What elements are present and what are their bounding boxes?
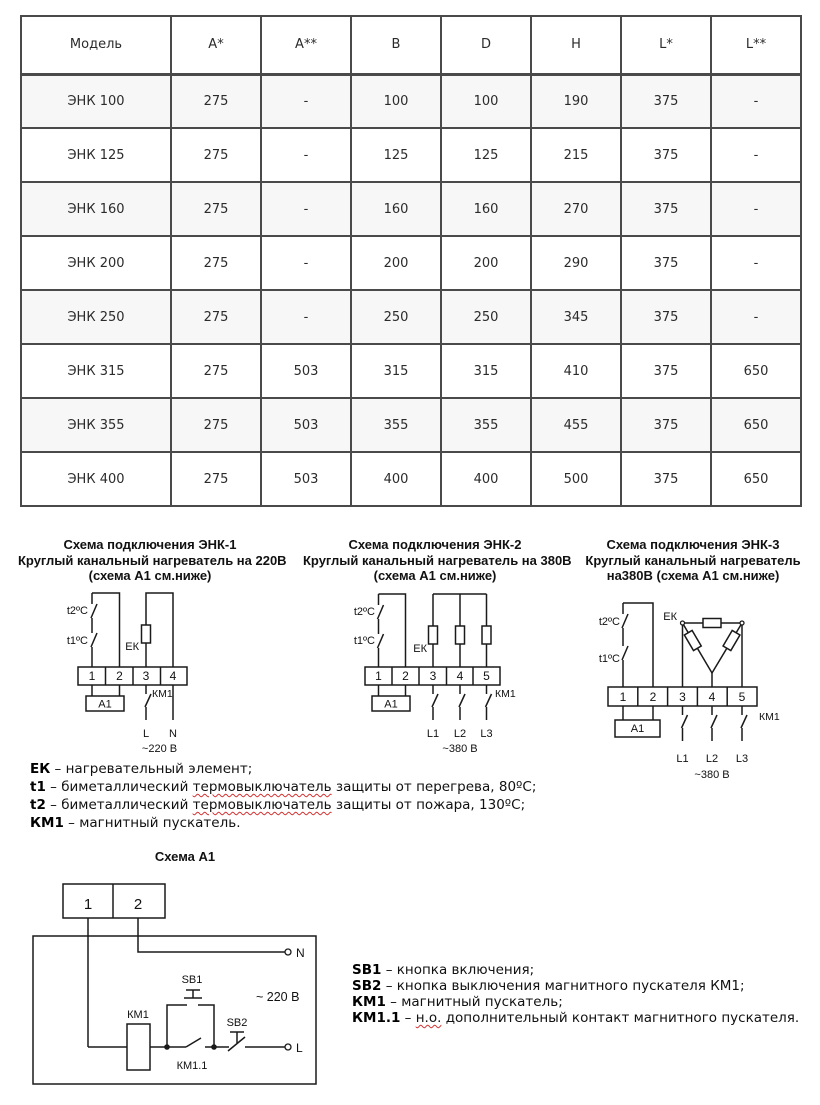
value-cell: 503: [261, 344, 351, 398]
value-cell: 375: [621, 398, 711, 452]
ek-label: ЕК: [125, 641, 139, 653]
t1-label: t1ºC: [598, 653, 620, 665]
value-cell: -: [261, 290, 351, 344]
table-header-row: [21, 16, 801, 74]
value-cell: 455: [531, 398, 621, 452]
component-key: t1: [30, 779, 46, 795]
value-cell: 275: [171, 128, 261, 182]
junction-dot: [211, 1044, 217, 1050]
schema-a1-diagram: [28, 880, 358, 1095]
value-cell: -: [711, 290, 801, 344]
component-key: t2: [30, 797, 46, 813]
terminal-number: 2: [402, 669, 409, 683]
heater-resistor: [482, 626, 491, 644]
l-terminal: [285, 1044, 291, 1050]
value-cell: 650: [711, 344, 801, 398]
value-cell: 190: [531, 74, 621, 128]
value-cell: 500: [531, 452, 621, 506]
title-line: Схема подключения ЭНК-2: [348, 537, 522, 552]
value-cell: 375: [621, 236, 711, 290]
component-key: КМ1: [30, 815, 64, 831]
legend-item: ЕК – нагревательный элемент;: [30, 761, 253, 777]
terminal-number: 1: [88, 669, 96, 683]
component-key: КМ1.1: [352, 1010, 401, 1026]
value-cell: 200: [351, 236, 441, 290]
value-cell: 275: [171, 182, 261, 236]
model-cell: ЭНК 355: [21, 398, 171, 452]
heater-resistor: [429, 626, 438, 644]
value-cell: 250: [441, 290, 531, 344]
value-cell: 650: [711, 398, 801, 452]
value-cell: 375: [621, 290, 711, 344]
value-cell: 275: [171, 344, 261, 398]
title-line: на380В (схема А1 см.ниже): [606, 568, 780, 583]
km1-coil: [127, 1024, 150, 1070]
terminal-number: 2: [116, 669, 123, 683]
legend-item: t2 – биметаллический термовыключатель защиты от пожара, 130ºС;: [30, 797, 526, 813]
terminal-number: 4: [708, 690, 716, 704]
km1-contacts: [432, 685, 492, 720]
value-cell: 355: [351, 398, 441, 452]
value-cell: 160: [351, 182, 441, 236]
junction-dot: [164, 1044, 170, 1050]
terminal-number: 1: [619, 690, 627, 704]
phase-l1-label: L1: [426, 728, 440, 740]
value-cell: 503: [261, 398, 351, 452]
header-cell-model: Модель: [21, 16, 171, 74]
phase-l-label: L: [142, 728, 150, 740]
value-cell: -: [261, 236, 351, 290]
enclosure-box: [33, 936, 316, 1084]
value-cell: 375: [621, 344, 711, 398]
schema-a1-title: Схема А1: [154, 849, 216, 864]
model-cell: ЭНК 100: [21, 74, 171, 128]
wiring-diagram-enk3: [580, 588, 785, 783]
legend-item: КМ1 – магнитный пускатель;: [352, 994, 563, 1010]
phase-l3-label: L3: [480, 728, 493, 740]
t2-label: t2ºC: [598, 616, 620, 628]
title-line: Круглый канальный нагреватель на 380В: [303, 552, 572, 568]
heater-resistor: [684, 630, 701, 650]
dimensions-table: [20, 15, 802, 507]
value-cell: 400: [441, 452, 531, 506]
terminal-number: 2: [649, 690, 657, 704]
value-cell: 375: [621, 182, 711, 236]
value-cell: 125: [441, 128, 531, 182]
value-cell: 315: [351, 344, 441, 398]
components-legend: [30, 760, 536, 832]
heater-resistor: [703, 619, 721, 628]
value-cell: 275: [171, 74, 261, 128]
table-row: [21, 344, 801, 398]
value-cell: -: [261, 182, 351, 236]
t1-label: t1ºC: [353, 635, 375, 647]
terminal-number: 4: [456, 669, 464, 683]
t2-label: t2ºC: [66, 605, 88, 617]
km1-contact: [145, 685, 151, 720]
terminal-number: 2: [133, 896, 143, 913]
header-cell: L*: [621, 16, 711, 74]
header-cell: B: [351, 16, 441, 74]
phase-l1-label: L1: [676, 753, 689, 765]
title-line: (схема А1 см.ниже): [88, 568, 212, 583]
sb1-pushbutton: [184, 990, 202, 998]
km11-label: КМ1.1: [176, 1060, 208, 1072]
voltage-label: ~ 220 В: [256, 990, 300, 1004]
value-cell: 290: [531, 236, 621, 290]
terminal-number: 1: [83, 896, 93, 913]
value-cell: 503: [261, 452, 351, 506]
value-cell: -: [261, 74, 351, 128]
n-terminal: [285, 949, 291, 955]
table-row: [21, 128, 801, 182]
header-cell: A*: [171, 16, 261, 74]
value-cell: 345: [531, 290, 621, 344]
thermal-switch-loop: [91, 593, 120, 667]
terminal-number: 3: [679, 690, 686, 704]
value-cell: -: [711, 236, 801, 290]
value-cell: -: [711, 182, 801, 236]
header-cell: A**: [261, 16, 351, 74]
component-key: SB2: [352, 978, 382, 994]
value-cell: -: [261, 128, 351, 182]
voltage-label: ~380 В: [694, 769, 730, 781]
voltage-label: ~380 В: [442, 743, 478, 755]
thermal-switch-loop: [378, 594, 406, 667]
terminal-strip: [63, 884, 165, 918]
value-cell: 275: [171, 452, 261, 506]
value-cell: 315: [441, 344, 531, 398]
value-cell: 100: [441, 74, 531, 128]
phase-n-label: N: [169, 728, 177, 740]
control-legend: [352, 962, 799, 1026]
value-cell: 650: [711, 452, 801, 506]
phase-l2-label: L2: [705, 753, 719, 765]
value-cell: 215: [531, 128, 621, 182]
phase-l2-label: L2: [453, 728, 467, 740]
heater-element-loop: [142, 593, 174, 667]
component-key: ЕК: [30, 761, 51, 777]
value-cell: 125: [351, 128, 441, 182]
component-key: SB1: [352, 962, 382, 978]
phase-l3-label: L3: [735, 753, 749, 765]
terminal-number: 4: [169, 669, 177, 683]
t1-label: t1ºC: [66, 635, 88, 647]
heater-resistor: [142, 625, 151, 643]
model-cell: ЭНК 250: [21, 290, 171, 344]
diagram-title-enk3: [578, 537, 808, 584]
a1-label: А1: [630, 723, 645, 735]
legend-item: t1 – биметаллический термовыключатель защиты от перегрева, 80ºС;: [30, 779, 537, 795]
t2-label: t2ºC: [353, 606, 375, 618]
value-cell: 400: [351, 452, 441, 506]
diagram-title-enk2: [303, 537, 572, 584]
ek-label: ЕК: [413, 643, 427, 655]
a1-label: А1: [98, 698, 112, 711]
heater-resistor: [723, 630, 740, 650]
header-cell: H: [531, 16, 621, 74]
value-cell: 275: [171, 236, 261, 290]
title-line: (схема А1 см.ниже): [373, 568, 497, 583]
legend-item: SB1 – кнопка включения;: [352, 962, 535, 978]
title-line: Круглый канальный нагреватель на 220В: [18, 552, 287, 568]
thermal-switch-loop: [622, 603, 653, 687]
value-cell: 375: [621, 452, 711, 506]
value-cell: 375: [621, 128, 711, 182]
header-cell: L**: [711, 16, 801, 74]
table-row: [21, 74, 801, 128]
km1-label: КМ1: [495, 688, 516, 700]
model-cell: ЭНК 315: [21, 344, 171, 398]
sb2-pushbutton: [228, 1032, 245, 1051]
value-cell: -: [711, 128, 801, 182]
a1-label: А1: [384, 698, 398, 711]
l-label: L: [296, 1041, 303, 1055]
value-cell: 275: [171, 290, 261, 344]
diagram-title-enk1: [18, 537, 287, 584]
model-cell: ЭНК 125: [21, 128, 171, 182]
title-line: Круглый канальный нагреватель: [585, 552, 801, 568]
value-cell: 160: [441, 182, 531, 236]
voltage-label: ~220 В: [141, 743, 178, 755]
sb2-label: SB2: [226, 1017, 248, 1029]
terminal-number: 3: [429, 669, 437, 683]
model-cell: ЭНК 400: [21, 452, 171, 506]
km1-label: КМ1: [759, 711, 780, 723]
table-row: [21, 398, 801, 452]
value-cell: 275: [171, 398, 261, 452]
n-label: N: [296, 946, 305, 960]
km1-label: КМ1: [152, 688, 173, 700]
table-row: [21, 452, 801, 506]
title-line: Схема подключения ЭНК-3: [606, 537, 780, 552]
value-cell: 200: [441, 236, 531, 290]
legend-item: КМ1 – магнитный пускатель.: [30, 815, 241, 831]
wiring-diagram-enk1: [40, 588, 205, 760]
heater-element-bank: [429, 594, 492, 667]
title-line: Схема подключения ЭНК-1: [63, 537, 237, 552]
wiring-diagram-enk2: [355, 588, 525, 760]
sb1-label: SB1: [181, 974, 203, 986]
value-cell: 250: [351, 290, 441, 344]
model-cell: ЭНК 200: [21, 236, 171, 290]
heater-delta: [681, 619, 745, 688]
model-cell: ЭНК 160: [21, 182, 171, 236]
terminal-number: 5: [738, 690, 746, 704]
km1-label: КМ1: [127, 1009, 149, 1021]
value-cell: 355: [441, 398, 531, 452]
legend-item: SB2 – кнопка выключения магнитного пускателя КМ1;: [352, 978, 745, 994]
value-cell: 375: [621, 74, 711, 128]
terminal-number: 5: [483, 669, 490, 683]
table-row: [21, 236, 801, 290]
value-cell: -: [711, 74, 801, 128]
value-cell: 100: [351, 74, 441, 128]
component-key: КМ1: [352, 994, 386, 1010]
heater-resistor: [456, 626, 465, 644]
legend-item: КМ1.1 – н.о. дополнительный контакт магнитного пускателя.: [352, 1010, 800, 1026]
value-cell: 270: [531, 182, 621, 236]
ek-label: ЕК: [663, 611, 677, 623]
terminal-number: 3: [142, 669, 150, 683]
table-row: [21, 182, 801, 236]
table-row: [21, 290, 801, 344]
header-cell: D: [441, 16, 531, 74]
terminal-number: 1: [375, 669, 382, 683]
value-cell: 410: [531, 344, 621, 398]
km1-contacts: [682, 706, 748, 741]
